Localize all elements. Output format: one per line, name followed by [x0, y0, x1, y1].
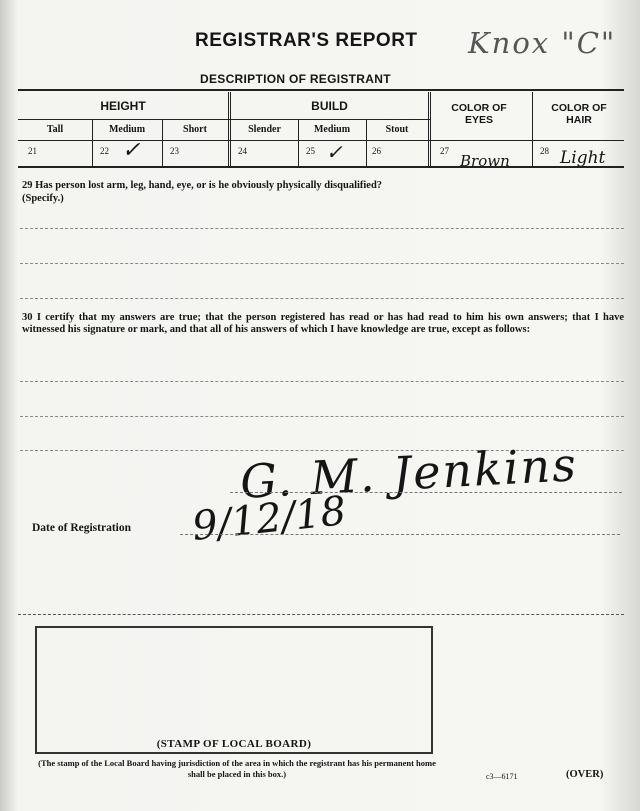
table-bottom-border — [18, 166, 624, 168]
field-number: 23 — [170, 146, 179, 156]
date-of-registration-label: Date of Registration — [32, 522, 132, 534]
question-29-text: 29 Has person lost arm, leg, hand, eye, or is he obviously physically disqualified? — [22, 180, 383, 191]
date-of-registration-value: 9/12/18 — [190, 488, 349, 550]
date-line — [180, 534, 620, 535]
table-group-divider — [18, 119, 430, 120]
form-number: c3—6171 — [486, 772, 518, 781]
answer-line — [20, 381, 624, 382]
build-header: BUILD — [311, 99, 348, 113]
section-title: DESCRIPTION OF REGISTRANT — [200, 72, 391, 86]
table-divider-eyes-hair — [532, 92, 533, 166]
stout-subheader: Stout — [385, 124, 409, 135]
table-header-bottom — [18, 140, 624, 141]
local-board-stamp-box — [35, 626, 433, 754]
hair-color-value: Light — [560, 148, 606, 168]
field-number: 28 — [540, 146, 549, 156]
field-number: 24 — [238, 146, 247, 156]
tall-subheader: Tall — [46, 124, 64, 135]
field-number: 21 — [28, 146, 37, 156]
section-divider — [18, 614, 624, 615]
question-29-specify: (Specify.) — [22, 193, 64, 204]
medium-build-subheader: Medium — [313, 124, 351, 135]
registrar-signature: G. M. Jenkins — [238, 437, 579, 509]
over-indicator: (OVER) — [566, 769, 604, 780]
height-header: HEIGHT — [100, 99, 146, 113]
field-number: 27 — [440, 146, 449, 156]
report-title: REGISTRAR'S REPORT — [195, 30, 418, 51]
answer-line — [20, 298, 624, 299]
slender-subheader: Slender — [248, 124, 281, 135]
answer-line — [20, 416, 624, 417]
eyes-header: COLOR OF EYES — [451, 102, 507, 126]
stamp-box-label: (STAMP OF LOCAL BOARD) — [156, 738, 312, 750]
table-divider-build-eyes — [428, 92, 431, 166]
field-number: 25 — [306, 146, 315, 156]
field-number: 26 — [372, 146, 381, 156]
height-medium-checkmark: ✓ — [122, 138, 141, 163]
county-annotation: Knox "C" — [468, 26, 617, 60]
answer-line — [20, 263, 624, 264]
field-number: 22 — [100, 146, 109, 156]
table-top-border — [18, 89, 624, 91]
build-medium-checkmark: ✓ — [326, 140, 343, 164]
answer-line — [20, 228, 624, 229]
stamp-instructions: (The stamp of the Local Board having jurisdiction of the area in which the registrant has his permanent home shall be placed in this box.) — [38, 758, 436, 779]
eye-color-value: Brown — [460, 152, 510, 170]
medium-height-subheader: Medium — [108, 124, 146, 135]
question-30-text: 30 I certify that my answers are true; that the person registered has read or has had read to him his own answers; that I have witnessed his signature or mark, and that all of his answers of which I have knowledge are true, except as follows: — [22, 312, 624, 335]
hair-header: COLOR OF HAIR — [551, 102, 607, 126]
short-subheader: Short — [183, 124, 207, 135]
